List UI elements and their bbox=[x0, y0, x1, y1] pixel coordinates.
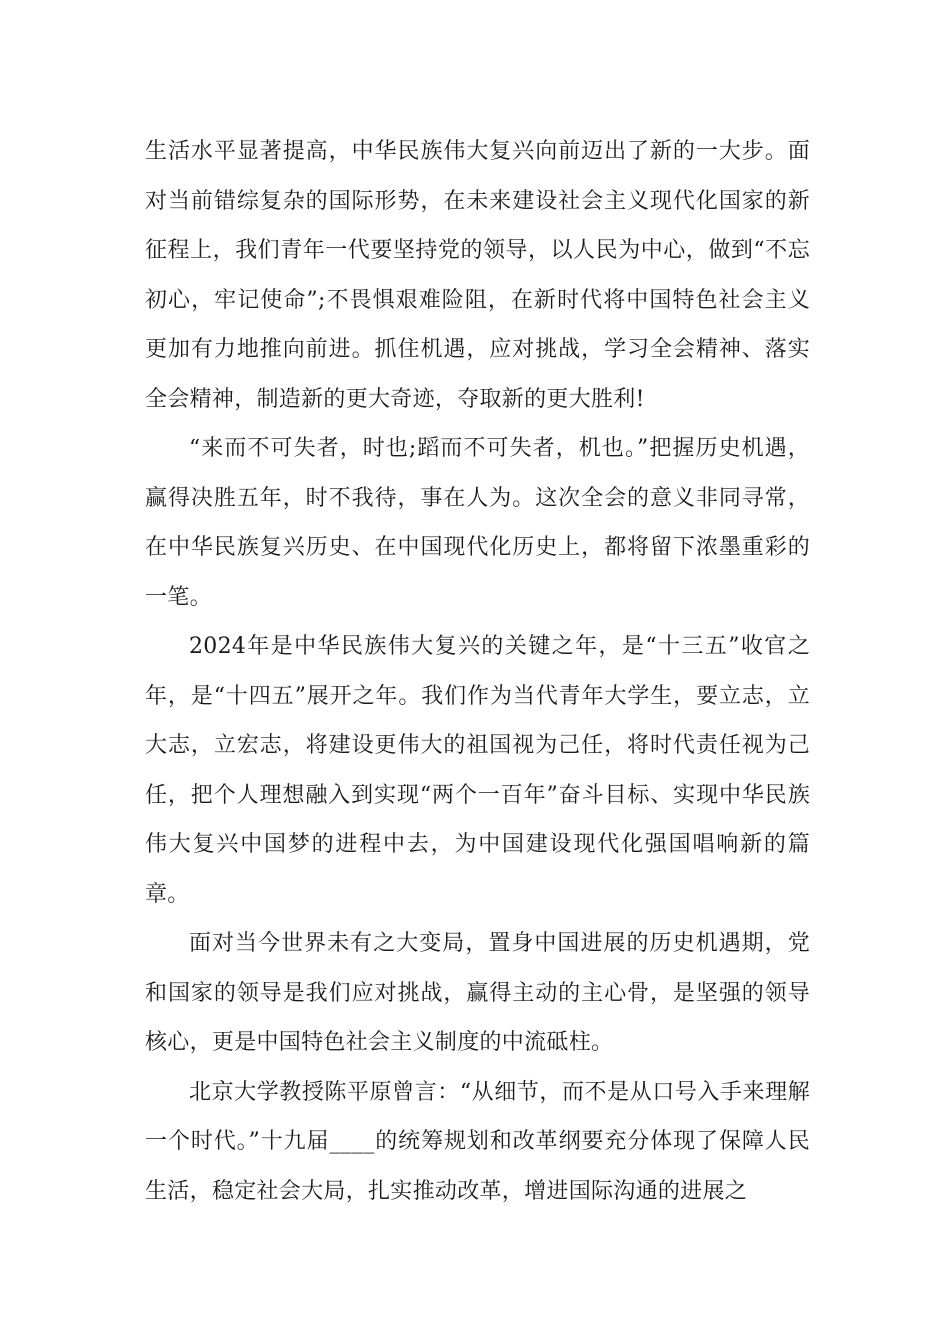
paragraph-3: 2024年是中华民族伟大复兴的关键之年，是“十三五”收官之年，是“十四五”展开之年。我们作为当代青年大学生，要立志，立大志，立宏志，将建设更伟大的祖国视为己任，将时代责任视为己任，把个人理想融入到实现“两个一百年”奋斗目标、实现中华民族伟大复兴中国梦的进程中去，为中国建设现代化强国唱响新的篇章。 bbox=[145, 634, 810, 907]
document-body bbox=[145, 127, 810, 1216]
paragraph-2: “来而不可失者，时也;蹈而不可失者，机也。”把握历史机遇，赢得决胜五年，时不我待，事在人为。这次全会的意义非同寻常，在中华民族复兴历史、在中国现代化历史上，都将留下浓墨重彩的一笔。 bbox=[145, 436, 810, 610]
paragraph-5: 北京大学教授陈平原曾言：“从细节，而不是从口号入手来理解一个时代。”十九届____的统筹规划和改革纲要充分体现了保障人民生活，稳定社会大局，扎实推动改革，增进国际沟通的进展之 bbox=[145, 1079, 810, 1204]
paragraph-4: 面对当今世界未有之大变局，置身中国进展的历史机遇期，党和国家的领导是我们应对挑战，赢得主动的主心骨，是坚强的领导核心，更是中国特色社会主义制度的中流砥柱。 bbox=[145, 931, 810, 1055]
paragraph-1: 生活水平显著提高，中华民族伟大复兴向前迈出了新的一大步。面对当前错综复杂的国际形势，在未来建设社会主义现代化国家的新征程上，我们青年一代要坚持党的领导，以人民为中心，做到“不忘初心，牢记使命”;不畏惧艰难险阻，在新时代将中国特色社会主义更加有力地推向前进。抓住机遇，应对挑战，学习全会精神、落实全会精神，制造新的更大奇迹，夺取新的更大胜利! bbox=[145, 139, 810, 412]
